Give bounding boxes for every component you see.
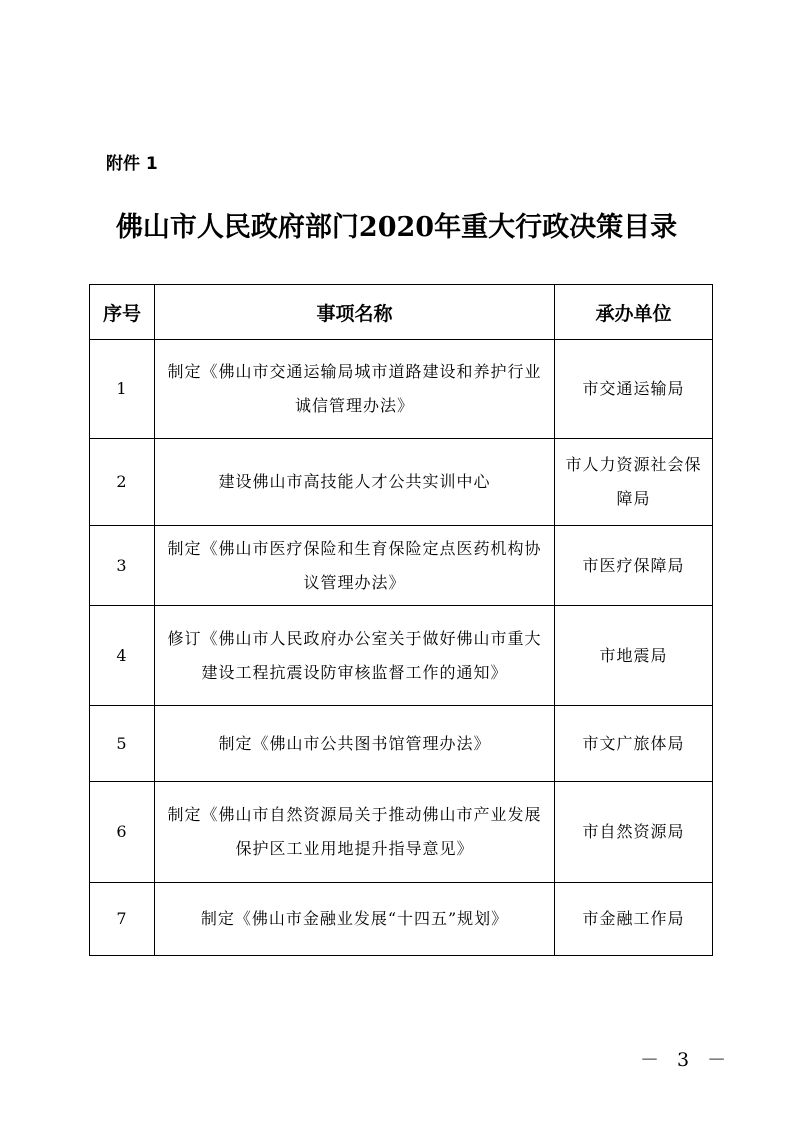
row-no: 6 <box>90 782 155 883</box>
row-unit: 市医疗保障局 <box>555 526 713 606</box>
attachment-label: 附件 1 <box>106 154 158 174</box>
table-row <box>90 706 713 782</box>
table-row <box>90 883 713 956</box>
row-no: 5 <box>90 706 155 782</box>
row-item: 制定《佛山市交通运输局城市道路建设和养护行业诚信管理办法》 <box>155 340 555 439</box>
page-number: － 3 － <box>640 1049 733 1071</box>
row-unit: 市交通运输局 <box>555 340 713 439</box>
table-row <box>90 526 713 606</box>
row-no: 3 <box>90 526 155 606</box>
table-row <box>90 606 713 706</box>
row-no: 7 <box>90 883 155 956</box>
row-no: 1 <box>90 340 155 439</box>
row-item: 建设佛山市高技能人才公共实训中心 <box>155 439 555 526</box>
row-item: 制定《佛山市自然资源局关于推动佛山市产业发展保护区工业用地提升指导意见》 <box>155 782 555 883</box>
row-item: 修订《佛山市人民政府办公室关于做好佛山市重大建设工程抗震设防审核监督工作的通知》 <box>155 606 555 706</box>
table-header-row <box>90 285 713 340</box>
row-unit: 市人力资源社会保障局 <box>555 439 713 526</box>
row-no: 4 <box>90 606 155 706</box>
header-no: 序号 <box>90 285 155 340</box>
row-unit: 市自然资源局 <box>555 782 713 883</box>
row-item: 制定《佛山市公共图书馆管理办法》 <box>155 706 555 782</box>
decision-catalog-table <box>89 284 713 956</box>
table-row <box>90 439 713 526</box>
row-item: 制定《佛山市金融业发展“十四五”规划》 <box>155 883 555 956</box>
header-unit: 承办单位 <box>555 285 713 340</box>
table-row <box>90 782 713 883</box>
row-no: 2 <box>90 439 155 526</box>
table-row <box>90 340 713 439</box>
document-title: 佛山市人民政府部门2020年重大行政决策目录 <box>115 212 678 243</box>
row-unit: 市地震局 <box>555 606 713 706</box>
header-item: 事项名称 <box>155 285 555 340</box>
row-unit: 市文广旅体局 <box>555 706 713 782</box>
row-unit: 市金融工作局 <box>555 883 713 956</box>
row-item: 制定《佛山市医疗保险和生育保险定点医药机构协议管理办法》 <box>155 526 555 606</box>
